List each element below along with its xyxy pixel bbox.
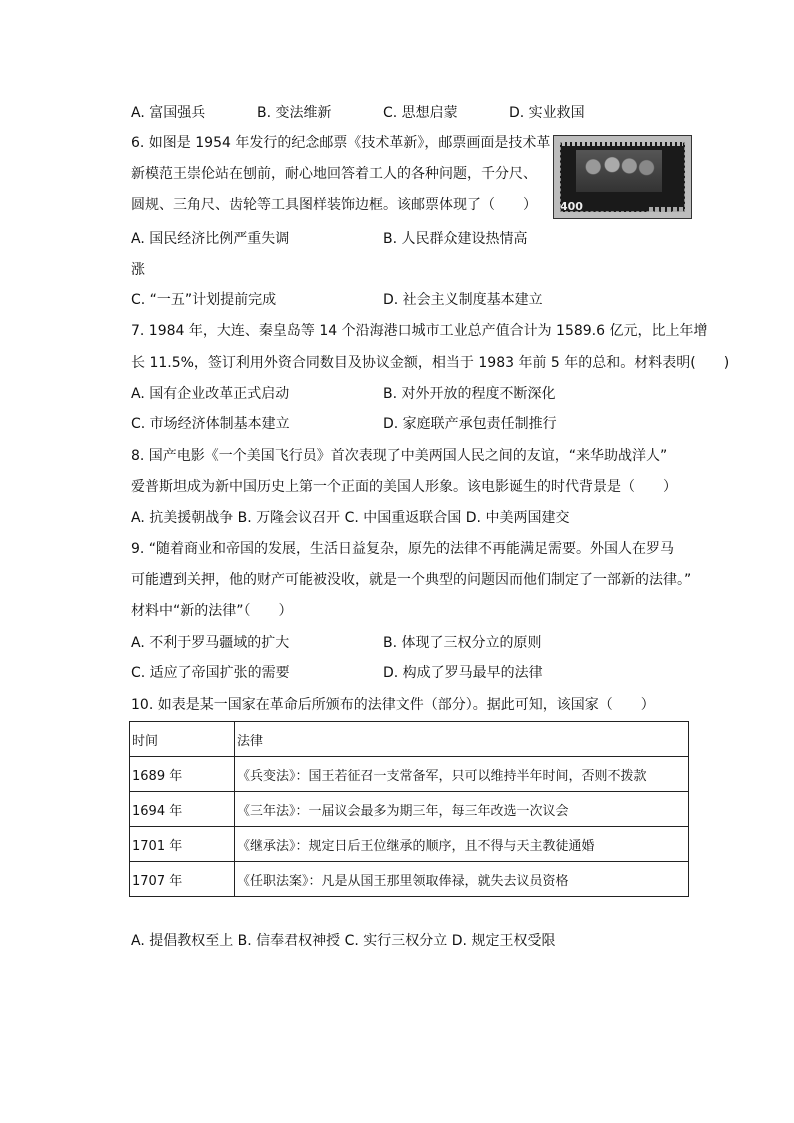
table-cell-law: 《任职法案》：凡是从国王那里领取俸禄，就失去议员资格 [235,862,689,897]
q6-stem-line-1: 6. 如图是 1954 年发行的纪念邮票《技术革新》，邮票画面是技术革 [131,135,551,151]
q9-option-a: A. 不利于罗马疆域的扩大 [131,635,290,651]
q9-option-b: B. 体现了三权分立的原则 [383,635,542,651]
q5-option-d: D. 实业救国 [509,105,585,121]
q7-option-b: B. 对外开放的程度不断深化 [383,386,556,402]
table-header-time: 时间 [130,722,235,757]
table-cell-year: 1689 年 [130,757,235,792]
table-row [130,862,689,897]
q7-option-d: D. 家庭联产承包责任制推行 [383,416,557,432]
stamp-image [553,135,692,219]
q8-stem-line-2: 爱普斯坦成为新中国历史上第一个正面的美国人形象。该电影诞生的时代背景是（ ） [131,479,677,495]
q9-stem-line-1: 9. “随着商业和帝国的发展，生活日益复杂，原先的法律不再能满足需要。外国人在罗马 [131,541,675,557]
q6-option-a: A. 国民经济比例严重失调 [131,231,290,247]
q7-stem-line-2: 长 11.5%，签订利用外资合同数目及协议金额，相当于 1983 年前 5 年的总和。材料表明( ) [131,355,730,371]
q7-option-a: A. 国有企业改革正式启动 [131,386,290,402]
table-header-law: 法律 [235,722,689,757]
q10-options: A. 提倡教权至上 B. 信奉君权神授 C. 实行三权分立 D. 规定王权受限 [131,933,556,949]
q6-option-d: D. 社会主义制度基本建立 [383,292,543,308]
stamp-denomination: 400 [560,200,583,213]
table-row [130,827,689,862]
stamp-workers-illustration [576,150,662,192]
q9-option-d: D. 构成了罗马最早的法律 [383,665,543,681]
table-cell-law: 《继承法》：规定日后王位继承的顺序，且不得与天主教徒通婚 [235,827,689,862]
stamp-caption-strip [562,142,683,146]
table-header-row [130,722,689,757]
q5-option-b: B. 变法维新 [257,105,332,121]
q6-stem-line-3: 圆规、三角尺、齿轮等工具图样装饰边框。该邮票体现了（ ） [131,197,537,213]
table-row [130,792,689,827]
q9-option-c: C. 适应了帝国扩张的需要 [131,665,290,681]
q8-stem-line-1: 8. 国产电影《一个美国飞行员》首次表现了中美两国人民之间的友谊，“来华助战洋人” [131,448,668,464]
stamp-issuer-strip [649,207,685,212]
q6-option-c: C. “一五”计划提前完成 [131,292,277,308]
q6-option-b: B. 人民群众建设热情高 [383,231,528,247]
table-row [130,757,689,792]
q5-option-c: C. 思想启蒙 [383,105,458,121]
table-cell-law: 《兵变法》：国王若征召一支常备军，只可以维持半年时间，否则不拨款 [235,757,689,792]
q7-option-c: C. 市场经济体制基本建立 [131,416,290,432]
q5-option-a: A. 富国强兵 [131,105,206,121]
q6-option-b-wrap: 涨 [131,262,145,278]
table-cell-law: 《三年法》：一届议会最多为期三年，每三年改选一次议会 [235,792,689,827]
q10-stem: 10. 如表是某一国家在革命后所颁布的法律文件（部分）。据此可知，该国家（ ） [131,697,655,713]
table-cell-year: 1701 年 [130,827,235,862]
law-table [129,721,689,897]
table-cell-year: 1707 年 [130,862,235,897]
q6-stem-line-2: 新模范王崇伦站在刨前，耐心地回答着工人的各种问题，千分尺、 [131,166,537,182]
table-cell-year: 1694 年 [130,792,235,827]
q7-stem-line-1: 7. 1984 年，大连、秦皇岛等 14 个沿海港口城市工业总产值合计为 1589.6 亿元，比上年增 [131,323,708,339]
q9-stem-line-3: 材料中“新的法律”（ ） [131,603,293,619]
q8-options: A. 抗美援朝战争 B. 万隆会议召开 C. 中国重返联合国 D. 中美两国建交 [131,510,570,526]
q9-stem-line-2: 可能遭到关押，他的财产可能被没收，就是一个典型的问题因而他们制定了一部新的法律。” [131,572,692,588]
